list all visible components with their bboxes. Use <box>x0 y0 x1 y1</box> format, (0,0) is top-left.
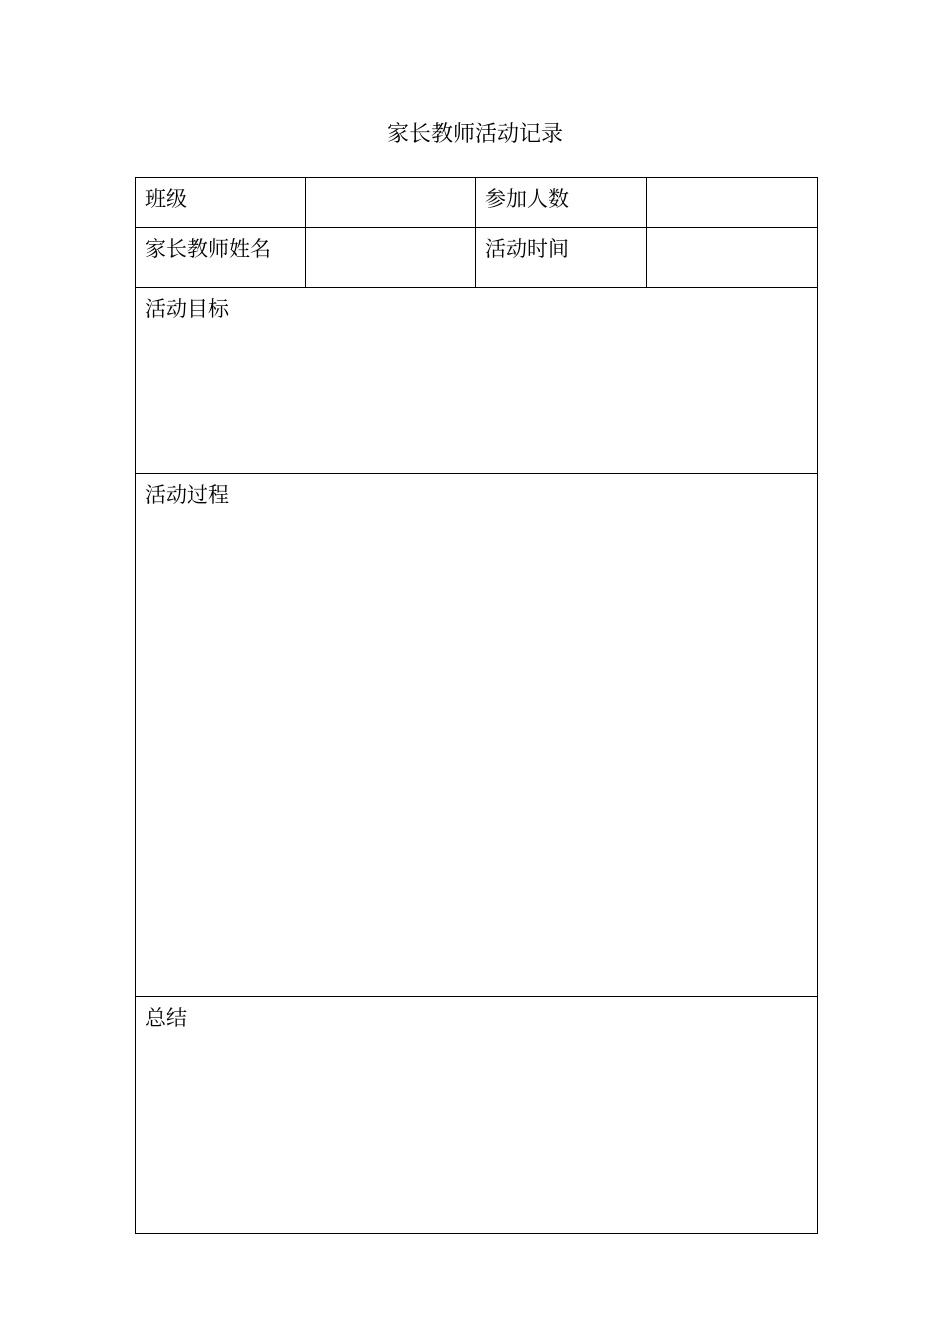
participants-field[interactable] <box>647 178 818 228</box>
process-label: 活动过程 <box>145 483 229 507</box>
goal-section[interactable] <box>136 288 818 474</box>
names-label: 家长教师姓名 <box>136 228 306 288</box>
summary-label: 总结 <box>145 1006 187 1030</box>
row-process <box>136 474 818 997</box>
goal-label: 活动目标 <box>145 297 229 321</box>
class-field[interactable] <box>306 178 476 228</box>
activity-record-table <box>135 177 818 1234</box>
row-class-participants <box>136 178 818 228</box>
class-label: 班级 <box>136 178 306 228</box>
time-field[interactable] <box>647 228 818 288</box>
row-summary <box>136 997 818 1234</box>
row-goal <box>136 288 818 474</box>
process-section[interactable] <box>136 474 818 997</box>
summary-section[interactable] <box>136 997 818 1234</box>
document-title: 家长教师活动记录 <box>386 122 563 147</box>
participants-label: 参加人数 <box>476 178 647 228</box>
time-label: 活动时间 <box>476 228 647 288</box>
row-names-time <box>136 228 818 288</box>
names-field[interactable] <box>306 228 476 288</box>
